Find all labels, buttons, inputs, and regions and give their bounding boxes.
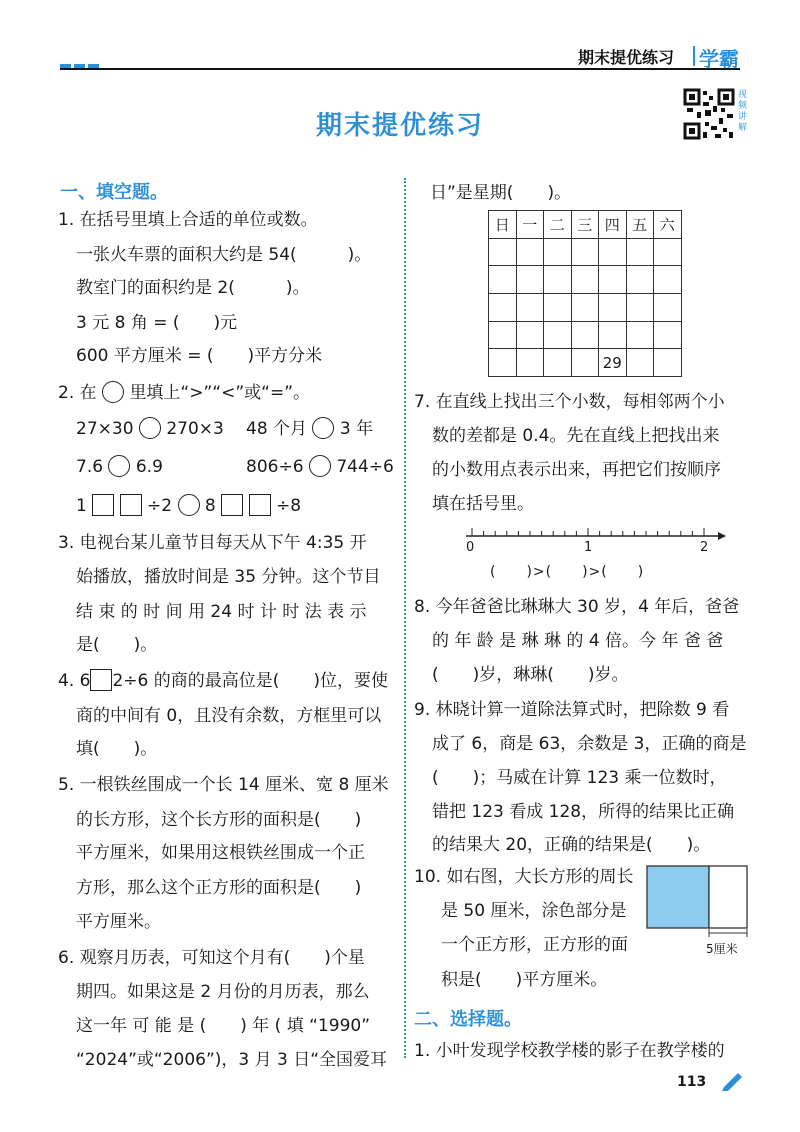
- answer-circle[interactable]: [312, 417, 334, 439]
- section-fill-blank: 一、填空题。: [60, 182, 168, 203]
- q6-continued: 日”是星期( )。: [430, 183, 572, 203]
- q2-row3: [76, 491, 301, 521]
- q7-l1: 7. 在直线上找出三个小数，每相邻两个小: [414, 392, 725, 412]
- figure-width-label: 5厘米: [706, 942, 738, 956]
- page-number: 113: [677, 1074, 707, 1090]
- section-choice: 二、选择题。: [414, 1009, 522, 1030]
- digit-box[interactable]: [92, 494, 114, 516]
- q2-row2a: [76, 452, 163, 482]
- number-line[interactable]: [460, 524, 730, 560]
- q2-row2b: [246, 452, 394, 482]
- tick-label-0: 0: [466, 540, 475, 555]
- q8-l3: ( )岁，琳琳( )岁。: [432, 665, 629, 685]
- q1-c: 3 元 8 角 = ( )元: [76, 313, 238, 333]
- q2-prompt: [58, 378, 310, 408]
- number-line-ticks: [472, 528, 704, 536]
- q6-l4: “2024”或“2006”)，3 月 3 日“全国爱耳: [76, 1050, 388, 1070]
- q4-text: 2÷6 的商的最高位是( )位，要使: [112, 671, 388, 691]
- header-decoration: [60, 55, 102, 74]
- q2-pre: 2. 在: [58, 383, 97, 403]
- q7-l4: 填在括号里。: [432, 494, 534, 514]
- digit-box[interactable]: [120, 494, 142, 516]
- q2-expr: 6.9: [135, 457, 163, 477]
- q4-l3: 填( )。: [76, 739, 158, 759]
- q4-l1: [58, 666, 388, 696]
- q10-l1: 10. 如右图，大长方形的周长: [414, 867, 634, 887]
- q9-l4: 错把 123 看成 128，所得的结果比正确: [432, 802, 735, 822]
- pencil-icon: [720, 1069, 746, 1091]
- q2-digit: 8: [204, 496, 216, 516]
- q2-expr: 270×3: [166, 419, 224, 439]
- calendar-header: 一: [516, 211, 544, 239]
- q2-digit: 1: [76, 496, 87, 516]
- q2-expr: 48 个月: [246, 419, 308, 439]
- q5-l3: 平方厘米，如果用这根铁丝围成一个正: [76, 843, 365, 863]
- q7-l3: 的小数用点表示出来，再把它们按顺序: [432, 460, 721, 480]
- q2-post: 里填上“>”“<”或“=”。: [129, 383, 311, 403]
- q6-l3: 这一年 可 能 是 ( ) 年 ( 填 “1990”: [76, 1016, 371, 1036]
- answer-circle[interactable]: [309, 455, 331, 477]
- choice-q1: 1. 小叶发现学校教学楼的影子在教学楼的: [414, 1041, 725, 1061]
- q1-b: 教室门的面积约是 2( )。: [76, 278, 310, 298]
- q2-op: ÷8: [275, 496, 302, 516]
- brand-logo: 学霸: [699, 47, 739, 71]
- answer-circle[interactable]: [139, 417, 161, 439]
- digit-box[interactable]: [90, 669, 112, 691]
- calendar-header: 五: [626, 211, 654, 239]
- q9-l5: 的结果大 20，正确的结果是( )。: [432, 835, 711, 855]
- calendar-day: 29: [599, 349, 627, 377]
- column-divider: [404, 178, 406, 1058]
- q9-l1: 9. 林晓计算一道除法算式时，把除数 9 看: [414, 700, 730, 720]
- q2-expr: 744÷6: [336, 457, 394, 477]
- q9-l3: ( )；马威在计算 123 乘一位数时，: [432, 768, 727, 788]
- q7-l2: 数的差都是 0.4。先在直线上把找出来: [432, 426, 720, 446]
- q5-l2: 的长方形，这个长方形的面积是( ): [76, 810, 362, 830]
- q2-row1a: [76, 414, 224, 444]
- q3-l2: 始播放，播放时间是 35 分钟。这个节目: [76, 567, 381, 587]
- page-title: 期末提优练习: [315, 111, 484, 141]
- tick-label-1: 1: [584, 540, 593, 555]
- q8-l2: 的 年 龄 是 琳 琳 的 4 倍。今 年 爸 爸: [432, 631, 724, 651]
- q2-expr: 3 年: [339, 419, 374, 439]
- digit-box[interactable]: [249, 494, 271, 516]
- q6-l1: 6. 观察月历表，可知这个月有( )个星: [58, 948, 365, 968]
- q2-expr: 806÷6: [246, 457, 304, 477]
- qr-label: 视频讲解: [738, 90, 748, 133]
- q10-l3: 一个正方形，正方形的面: [441, 935, 628, 955]
- q9-l2: 成了 6，商是 63，余数是 3，正确的商是: [432, 734, 747, 754]
- q10-l4: 积是( )平方厘米。: [441, 970, 608, 990]
- q1-prompt: 1. 在括号里填上合适的单位或数。: [58, 210, 318, 230]
- compare-circle-icon: [102, 381, 124, 403]
- calendar-header: 日: [489, 211, 517, 239]
- q5-l5: 平方厘米。: [76, 912, 161, 932]
- q7-answer: ( )>( )>( ): [490, 564, 645, 580]
- q8-l1: 8. 今年爸爸比琳琳大 30 岁，4 年后，爸爸: [414, 597, 740, 617]
- header-separator: [693, 46, 695, 66]
- q2-row1b: [246, 414, 373, 444]
- calendar-header: 六: [654, 211, 682, 239]
- q2-op: ÷2: [147, 496, 173, 516]
- answer-circle[interactable]: [108, 455, 130, 477]
- q5-l4: 方形，那么这个正方形的面积是( ): [76, 878, 362, 898]
- q3-l4: 是( )。: [76, 635, 158, 655]
- calendar-header: 二: [544, 211, 572, 239]
- q3-l1: 3. 电视台某儿童节目每天从下午 4:35 开: [58, 533, 367, 553]
- q4-l2: 商的中间有 0，且没有余数，方框里可以: [76, 706, 382, 726]
- q5-l1: 5. 一根铁丝围成一个长 14 厘米、宽 8 厘米: [58, 775, 389, 795]
- q3-l3: 结 束 的 时 间 用 24 时 计 时 法 表 示: [76, 602, 367, 622]
- q2-expr: 7.6: [76, 457, 104, 477]
- calendar-table: [488, 210, 682, 377]
- digit-box[interactable]: [221, 494, 243, 516]
- q6-l2: 期四。如果这是 2 月份的月历表，那么: [76, 982, 370, 1002]
- q4-prefix: 4. 6: [58, 671, 91, 691]
- qr-code-icon[interactable]: [683, 88, 735, 140]
- q1-a: 一张火车票的面积大约是 54( )。: [76, 245, 372, 265]
- q1-d: 600 平方厘米 = ( )平方分米: [76, 346, 323, 366]
- calendar-header: 三: [571, 211, 599, 239]
- answer-circle[interactable]: [178, 494, 200, 516]
- q10-l2: 是 50 厘米，涂色部分是: [441, 901, 627, 921]
- header-rule: [60, 68, 740, 70]
- q2-expr: 27×30: [76, 419, 134, 439]
- tick-label-2: 2: [700, 540, 709, 555]
- header-title: 期末提优练习: [578, 48, 675, 67]
- calendar-header: 四: [599, 211, 627, 239]
